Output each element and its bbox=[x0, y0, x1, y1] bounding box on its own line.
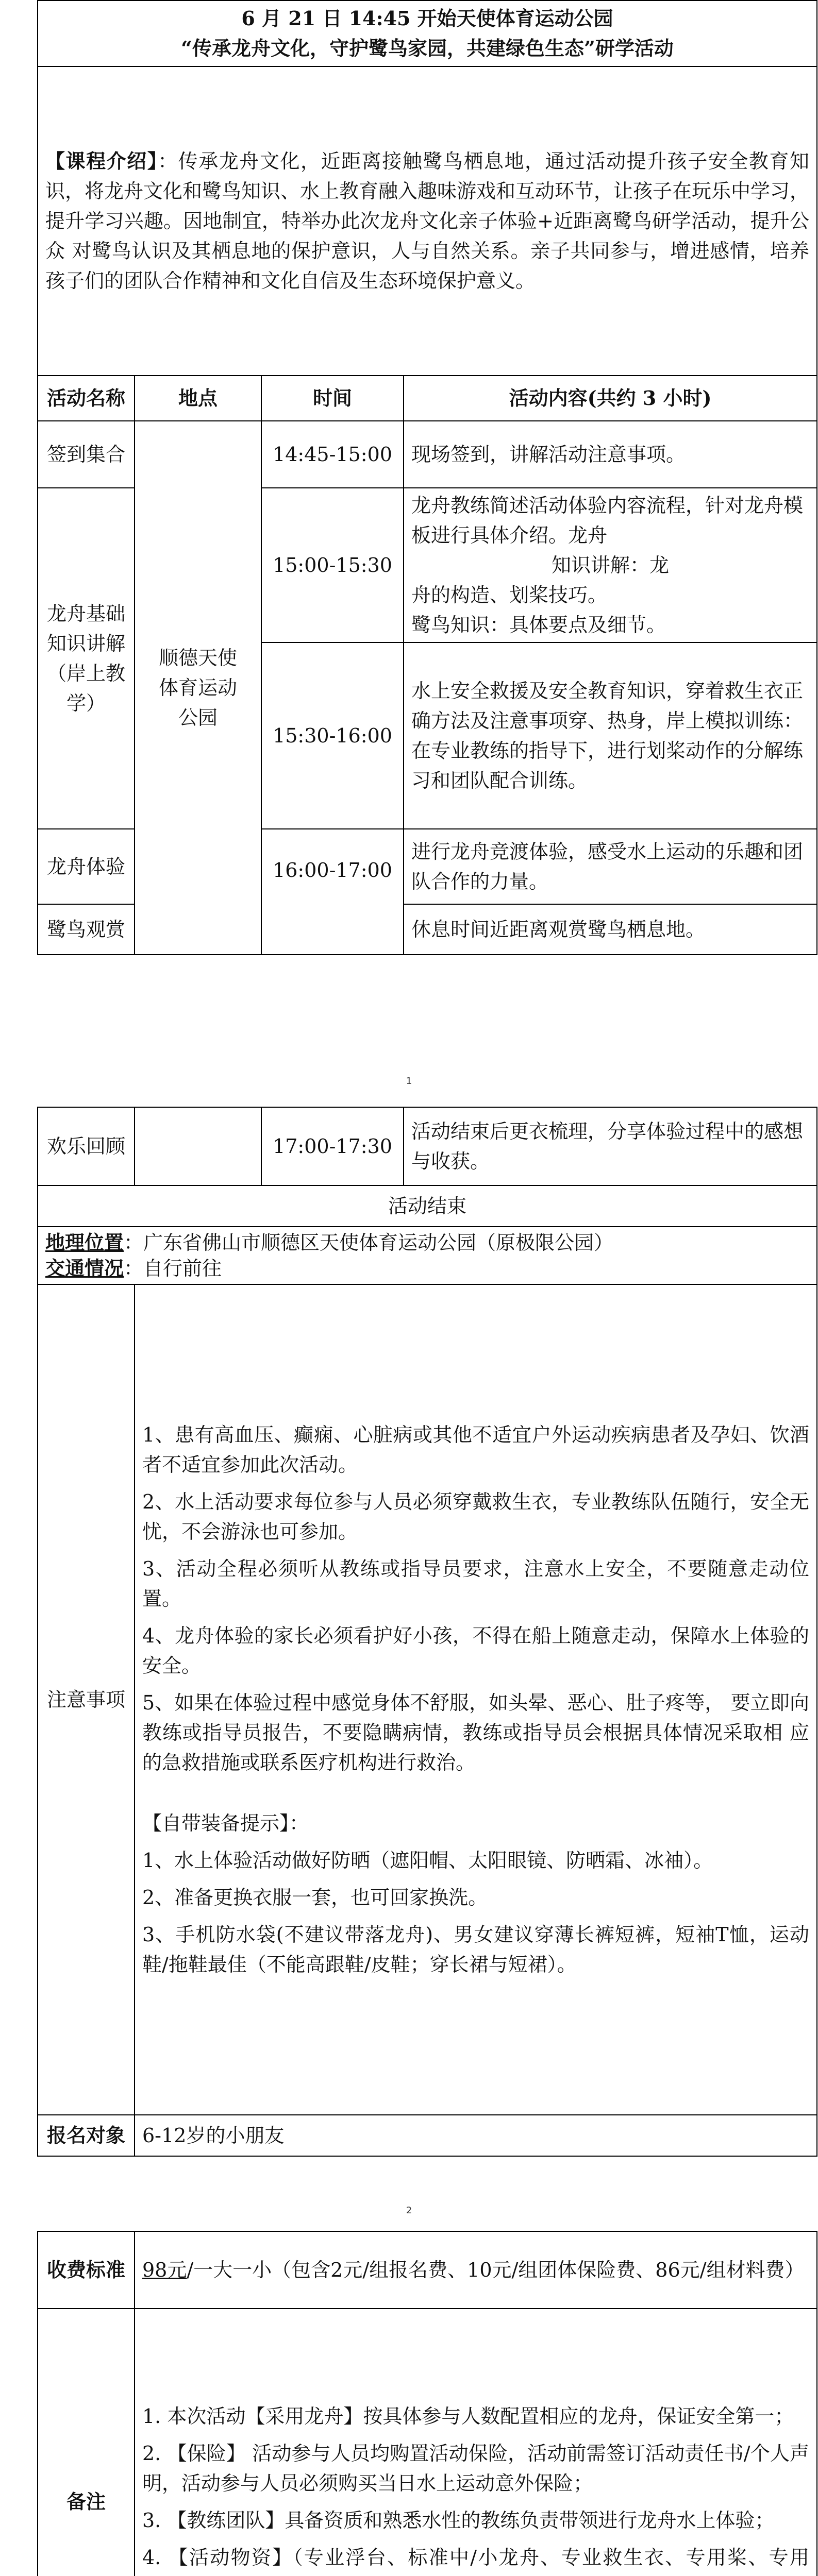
remarks-label: 备注 bbox=[38, 2309, 135, 2576]
activity-time: 15:30-16:00 bbox=[261, 642, 404, 829]
table-row bbox=[38, 421, 817, 488]
notes-label: 注意事项 bbox=[38, 1284, 135, 2115]
remark-item: 4. 【活动物资】（专业浮台、标准中/小龙舟、专业救生衣、专用桨、专用 bbox=[142, 2546, 809, 2569]
activity-content: 休息时间近距离观赏鹭鸟栖息地。 bbox=[404, 904, 817, 955]
activity-name: 签到集合 bbox=[38, 421, 135, 488]
remark-item: 2. 【保险】 活动参与人员均购置活动保险，活动前需签订活动责任书/个人声明，活动参与人员必须购买当日水上运动意外保险； bbox=[142, 2442, 809, 2495]
activity-time: 17:00-17:30 bbox=[261, 1107, 404, 1185]
activity-time: 15:00-15:30 bbox=[261, 488, 404, 642]
title-line2: “传承龙舟文化，守护鹭鸟家园，共建绿色生态”研学活动 bbox=[181, 37, 674, 60]
equip-title: 【自带装备提示】： bbox=[142, 1812, 309, 1835]
course-intro bbox=[38, 66, 817, 376]
remark-item: 1. 本次活动【采用龙舟】按具体参与人数配置相应的龙舟，保证安全第一； bbox=[142, 2405, 794, 2428]
header-content: 活动内容(共约 3 小时) bbox=[404, 376, 817, 421]
transport-label: 交通情况 bbox=[45, 1257, 124, 1280]
remark-item: 3. 【教练团队】具备资质和熟悉水性的教练负责带领进行龙舟水上体验； bbox=[142, 2509, 775, 2532]
page-number: 2 bbox=[406, 2205, 412, 2216]
activity-content: 进行龙舟竞渡体验，感受水上运动的乐趣和团队合作的力量。 bbox=[404, 829, 817, 904]
note-item: 3、活动全程必须听从教练或指导员要求，注意水上安全，不要随意走动位置。 bbox=[142, 1557, 809, 1610]
header-name: 活动名称 bbox=[38, 376, 135, 421]
fee-detail: /一大一小（包含2元/组报名费、10元/组团体保险费、86元/组材料费） bbox=[187, 2259, 805, 2281]
note-item: 2、水上活动要求每位参与人员必须穿戴救生衣，专业教练队伍随行，安全无忧，不会游泳也可参加。 bbox=[142, 1490, 809, 1543]
merged-name-line1: 龙舟基础 bbox=[46, 602, 125, 625]
activity-end: 活动结束 bbox=[38, 1185, 817, 1227]
venue-text: 顺德天使体育运动公园 bbox=[158, 647, 237, 729]
location-value: ：广东省佛山市顺德区天使体育运动公园（原极限公园） bbox=[124, 1231, 614, 1254]
page-number: 1 bbox=[406, 1076, 412, 1087]
activity-table-page1 bbox=[37, 0, 817, 955]
location-line bbox=[45, 1230, 809, 1256]
header-place: 地点 bbox=[135, 376, 261, 421]
remarks-content bbox=[135, 2309, 817, 2576]
fee-table bbox=[37, 2231, 817, 2576]
activity-name: 鹭鸟观赏 bbox=[38, 904, 135, 955]
activity-content: 活动结束后更衣梳理，分享体验过程中的感想与收获。 bbox=[404, 1107, 817, 1185]
content-line: 舟的构造、划桨技巧。 bbox=[411, 584, 608, 606]
merged-activity-name bbox=[38, 488, 135, 829]
target-value: 6-12岁的小朋友 bbox=[135, 2115, 817, 2156]
notes-content bbox=[135, 1284, 817, 2115]
activity-table-page2 bbox=[37, 1107, 817, 2157]
fee-value bbox=[135, 2231, 817, 2309]
venue-cell bbox=[135, 421, 261, 955]
note-item: 5、如果在体验过程中感觉身体不舒服，如头晕、恶心、肚子疼等， 要立即向教练或指导员报告，不要隐瞒病情，教练或指导员会根据具体情况采取相 应的急救措施或联系医疗机构进行救治。 bbox=[142, 1691, 809, 1774]
activity-name: 欢乐回顾 bbox=[38, 1107, 135, 1185]
table-row bbox=[38, 1107, 817, 1185]
target-label: 报名对象 bbox=[38, 2115, 135, 2156]
transport-line bbox=[45, 1256, 809, 1281]
intro-text: ：传承龙舟文化，近距离接触鹭鸟栖息地，通过活动提升孩子安全教育知识，将龙舟文化和鹭鸟知识、水上教育融入趣味游戏和互动环节，让孩子在玩乐中学习，提升学习兴趣。因地制宜，特举办此次龙舟文化亲子体验+近距离鹭鸟研学活动，提升公众 对鹭鸟认识及其栖息地的保护意识，人与自然关系。亲子共同参与，增进感情，培养孩子们的团队合作精神和文化自信及生态环境保护意义。 bbox=[45, 150, 810, 292]
intro-label: 【课程介绍】 bbox=[45, 149, 158, 173]
transport-value: ：自行前往 bbox=[124, 1257, 222, 1280]
location-label: 地理位置 bbox=[45, 1231, 124, 1254]
fee-label: 收费标准 bbox=[38, 2231, 135, 2309]
activity-content: 水上安全救援及安全教育知识，穿着救生衣正确方法及注意事项穿、热身，岸上模拟训练：在专业教练的指导下，进行划桨动作的分解练习和团队配合训练。 bbox=[404, 642, 817, 829]
table-header-row bbox=[38, 376, 817, 421]
equip-item: 1、水上体验活动做好防晒（遮阳帽、太阳眼镜、防晒霜、冰袖）。 bbox=[142, 1849, 713, 1872]
content-line: 龙舟教练简述活动体验内容流程，针对龙舟模板进行具体介绍。龙舟 bbox=[411, 494, 804, 547]
content-line: 鹭鸟知识：具体要点及细节。 bbox=[411, 614, 666, 636]
title-cell bbox=[38, 1, 817, 66]
merged-name-line3: （岸上教 bbox=[46, 662, 125, 685]
activity-content bbox=[404, 488, 817, 642]
activity-name: 龙舟体验 bbox=[38, 829, 135, 904]
fee-amount: 98元 bbox=[142, 2259, 187, 2281]
header-time: 时间 bbox=[261, 376, 404, 421]
merged-name-line2: 知识讲解 bbox=[46, 632, 125, 655]
activity-time: 14:45-15:00 bbox=[261, 421, 404, 488]
title-line1: 6 月 21 日 14:45 开始天使体育运动公园 bbox=[241, 7, 613, 30]
venue-continued bbox=[135, 1107, 261, 1185]
merged-name-line4: 学） bbox=[66, 692, 106, 715]
note-item: 4、龙舟体验的家长必须看护好小孩，不得在船上随意走动，保障水上体验的安全。 bbox=[142, 1624, 809, 1677]
location-transport bbox=[38, 1227, 817, 1284]
equip-item: 2、准备更换衣服一套，也可回家换洗。 bbox=[142, 1886, 488, 1909]
activity-time: 16:00-17:00 bbox=[261, 829, 404, 955]
equip-item: 3、手机防水袋(不建议带落龙舟)、男女建议穿薄长裤短裤，短袖T恤，运动鞋/拖鞋最佳（不能高跟鞋/皮鞋；穿长裙与短裙）。 bbox=[142, 1923, 809, 1976]
note-item: 1、患有高血压、癫痫、心脏病或其他不适宜户外运动疾病患者及孕妇、饮酒者不适宜参加此次活动。 bbox=[142, 1423, 809, 1476]
content-line: 知识讲解：龙 bbox=[552, 554, 670, 577]
activity-content: 现场签到，讲解活动注意事项。 bbox=[404, 421, 817, 488]
